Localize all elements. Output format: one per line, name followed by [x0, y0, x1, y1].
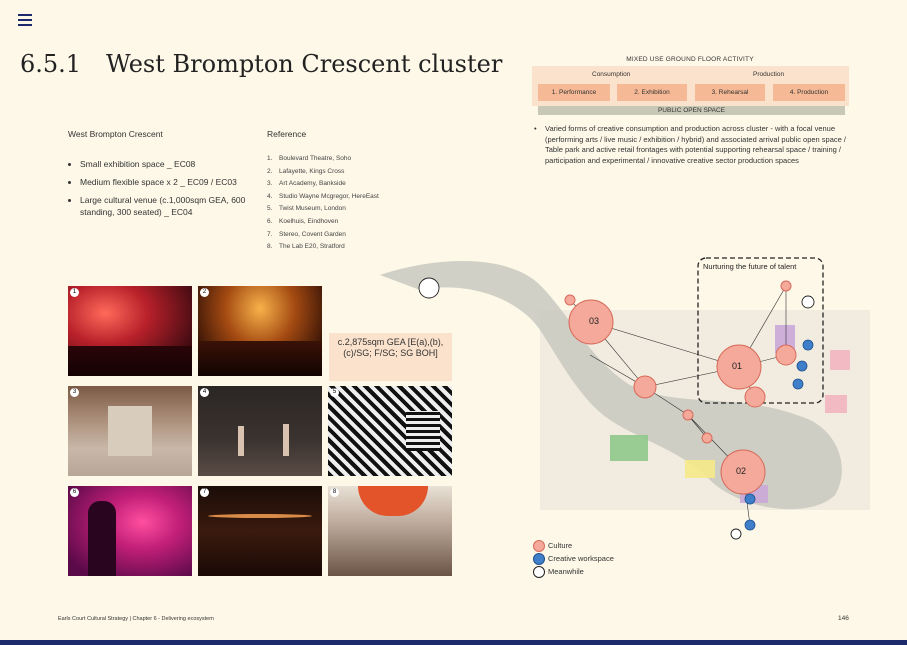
reference-photo-stereo: 7	[198, 486, 322, 576]
map-callout: Nurturing the future of talent	[703, 262, 797, 271]
list-item: 8. The Lab E20, Stratford	[267, 243, 345, 251]
gea-note: c.2,875sqm GEA [E(a),(b),(c)/SG; F/SG; SG BOH]	[329, 333, 452, 381]
production-label: Production	[753, 71, 785, 78]
reference-heading: Reference	[267, 129, 307, 139]
activity-rehearsal: 3. Rehearsal	[695, 84, 765, 101]
reference-photo-koelhuis: 6	[68, 486, 192, 576]
legend-meanwhile: Meanwhile	[548, 567, 584, 576]
page-title: West Brompton Crescent cluster	[106, 50, 503, 78]
list-item: 3. Art Academy, Bankside	[267, 180, 346, 188]
list-item: • Small exhibition space _ EC08	[80, 158, 270, 170]
list-item: • Large cultural venue (c.1,000sqm GEA, 600 standing, 300 seated) _ EC04	[80, 194, 270, 218]
list-item: • Medium flexible space x 2 _ EC09 / EC03	[80, 176, 270, 188]
circle-label-03: 03	[589, 316, 600, 326]
list-item: 6. Koelhuis, Eindhoven	[267, 217, 339, 225]
activity-exhibition: 2. Exhibition	[617, 84, 687, 101]
footer-text: Earls Court Cultural Strategy | Chapter 6 - Delivering ecosystem	[58, 616, 214, 622]
list-item: 7. Stereo, Covent Garden	[267, 230, 346, 238]
section-number: 6.5.1	[20, 50, 82, 78]
list-item: 2. Lafayette, Kings Cross	[267, 167, 345, 175]
activity-performance: 1. Performance	[538, 84, 610, 101]
creative-workspace-dot-icon	[533, 553, 545, 565]
reference-photo-twist-museum: 5	[328, 386, 452, 476]
bottom-rule	[0, 640, 907, 645]
menu-icon[interactable]	[18, 14, 32, 26]
west-brompton-list	[70, 158, 270, 224]
west-brompton-heading: West Brompton Crescent	[68, 129, 163, 139]
list-item: 5. Twist Museum, London	[267, 205, 346, 213]
page-number: 146	[838, 615, 849, 622]
consumption-label: Consumption	[592, 71, 631, 78]
reference-photo-the-lab-e20: 8	[328, 486, 452, 576]
reference-photo-lafayette: 2	[198, 286, 322, 376]
circle-label-01: 01	[732, 361, 743, 371]
list-item: 4. Studio Wayne Mcgregor, HereEast	[267, 192, 379, 200]
reference-photo-studio-wayne-mcgregor: 4	[198, 386, 322, 476]
cluster-map	[380, 250, 870, 550]
legend-culture: Culture	[548, 541, 573, 550]
activity-production: 4. Production	[773, 84, 845, 101]
list-item: 1. Boulevard Theatre, Soho	[267, 155, 352, 162]
reference-list	[267, 153, 379, 254]
narrative-text: • Varied forms of creative consumption and production across cluster - with a focal venue (performing arts / live music / exhibition / hybrid) and associated arrival public open space / Table park and active retail frontages with potential supporting rehearsal space / training / participation and experimental / innovative creative sector production spaces	[534, 124, 846, 165]
circle-label-02: 02	[736, 466, 747, 476]
reference-photo-boulevard-theatre: 1	[68, 286, 192, 376]
legend-creative-workspace: Creative workspace	[548, 554, 614, 563]
culture-dot-icon	[533, 540, 545, 552]
mixed-use-title: MIXED USE GROUND FLOOR ACTIVITY	[626, 56, 754, 63]
meanwhile-dot-icon	[533, 566, 545, 578]
reference-photo-art-academy: 3	[68, 386, 192, 476]
public-open-space-bar: PUBLIC OPEN SPACE	[538, 106, 845, 115]
